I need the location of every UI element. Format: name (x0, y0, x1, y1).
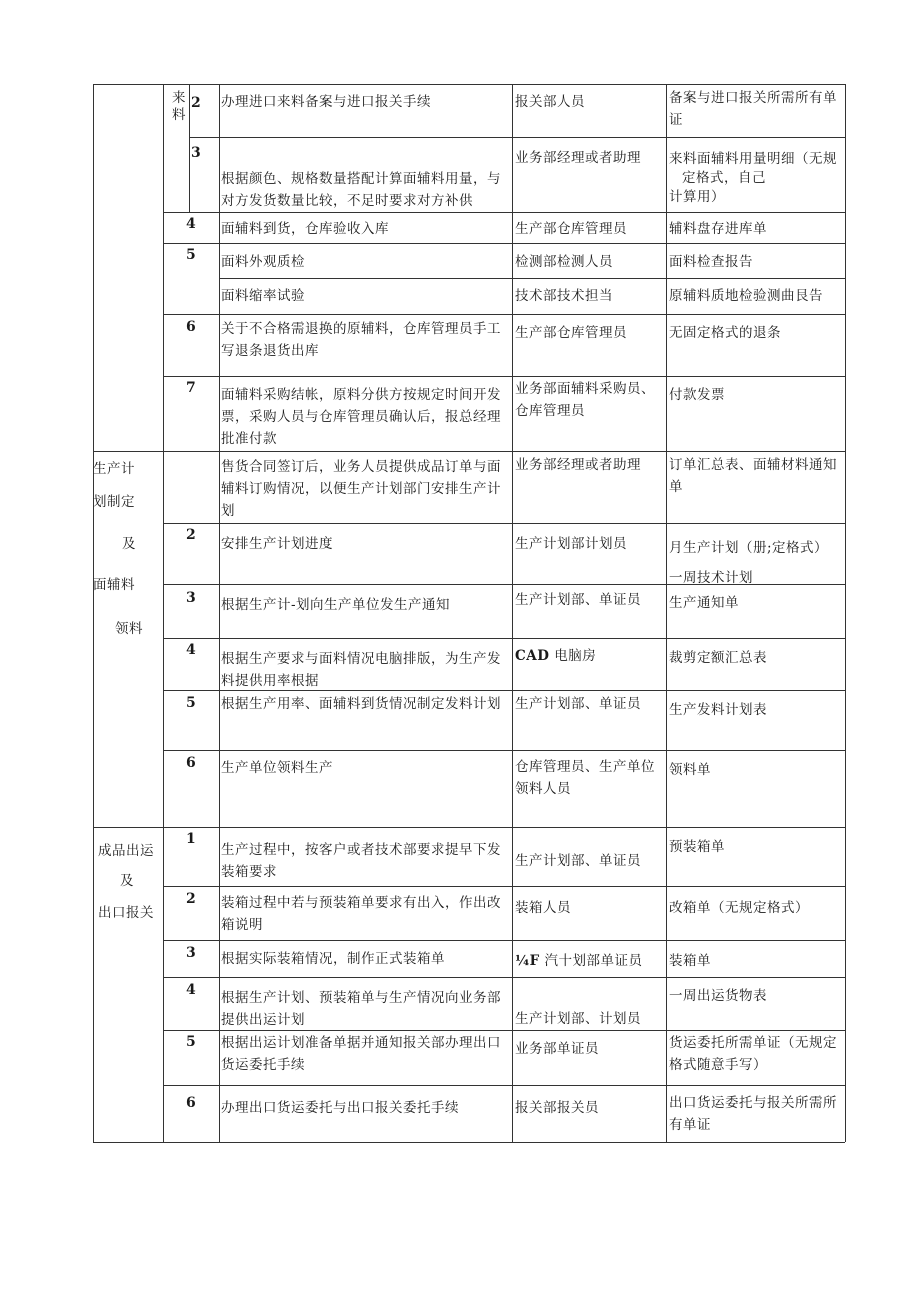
document: 面料检查报告 (669, 254, 753, 270)
section-label: 及 (122, 536, 136, 552)
step-description: 办理进口来料备案与进口报关手续 (221, 94, 431, 110)
document: 装箱单 (669, 953, 711, 969)
step-description: 根据生产计划、预装箱单与生产情况向业务部提供出运计划 (221, 990, 501, 1028)
step-description: 根据实际装箱情况，制作正式装箱单 (221, 951, 445, 967)
rule (163, 376, 845, 377)
rule (163, 314, 845, 315)
step-description: 售货合同签订后，业务人员提供成品订单与面辅料订购情况，以便生产计划部门安排生产计划 (221, 459, 501, 519)
rule (163, 638, 845, 639)
responsible-dept: 生产部仓库管理员 (515, 325, 627, 341)
dept-suffix: 电脑房 (554, 648, 597, 664)
step-number: 5 (186, 247, 196, 263)
step-number: 2 (186, 891, 196, 907)
responsible-dept: 仓库管理员、生产单位领料人员 (515, 759, 655, 797)
rule (93, 1142, 845, 1143)
step-description: 面料缩率试验 (221, 288, 305, 304)
rule (163, 84, 164, 1142)
document: 原辅料质地检验测曲艮告 (669, 288, 823, 304)
document (669, 533, 844, 593)
document: 辅料盘存进库单 (669, 221, 767, 237)
step-number: 3 (186, 945, 196, 961)
responsible-dept: 生产计划部、计划员 (515, 1011, 641, 1027)
rule (512, 84, 513, 1142)
step-number: 2 (186, 527, 196, 543)
responsible-dept: 生产计划部计划员 (515, 536, 627, 552)
step-number: 1 (186, 831, 196, 847)
document: 订单汇总表、面辅材料通知单 (669, 457, 837, 495)
rule (93, 451, 845, 452)
section-label: 成品出运 (98, 843, 154, 859)
document (669, 150, 844, 207)
responsible-dept: 检测部检测人员 (515, 254, 613, 270)
step-number: 6 (186, 319, 196, 335)
responsible-dept: 业务部经理或者助理 (515, 457, 641, 473)
responsible-dept: 生产计划部、单证员 (515, 592, 641, 608)
responsible-dept: 生产计划部、单证员 (515, 853, 641, 869)
document-line: 月生产计划（册;定格式） (669, 540, 829, 556)
step-description: 装箱过程中若与预装箱单要求有出入，作出改箱说明 (221, 895, 501, 933)
section-label: 领料 (115, 621, 143, 637)
rule (219, 278, 845, 279)
rule (163, 977, 845, 978)
dept-suffix: 汽十划部单证员 (544, 953, 643, 969)
dept-prefix: ¼F (515, 953, 540, 969)
responsible-dept: 业务部经理或者助理 (515, 150, 641, 166)
document: 一周出运货物表 (669, 988, 767, 1004)
rule (93, 84, 845, 85)
step-description: 根据生产计-划向生产单位发生产通知 (221, 597, 451, 613)
document: 领料单 (669, 762, 711, 778)
step-number: 4 (186, 642, 196, 658)
section-label: 生产计 (93, 461, 135, 477)
rule (189, 137, 845, 138)
step-description: 生产单位领料生产 (221, 760, 333, 776)
rule (163, 750, 845, 751)
step-description: 安排生产计划进度 (221, 536, 333, 552)
document: 改箱单（无规定格式） (669, 900, 809, 916)
step-number: 3 (191, 145, 201, 161)
rule (93, 827, 845, 828)
cad-label: CAD (515, 648, 550, 664)
step-description: 办理出口货运委托与出口报关委托手续 (221, 1100, 459, 1116)
document: 裁剪定额汇总表 (669, 650, 767, 666)
step-description: 根据出运计划准备单据并通知报关部办理出口货运委托手续 (221, 1035, 501, 1073)
step-description: 根据生产要求与面料情况电脑排版，为生产发料提供用率根据 (221, 651, 501, 689)
rule (189, 84, 190, 212)
section-label: 划制定 (93, 494, 135, 510)
rule (845, 84, 846, 1142)
responsible-dept: 业务部面辅料采购员、仓库管理员 (515, 381, 655, 419)
step-number: 5 (186, 695, 196, 711)
rule (163, 523, 845, 524)
responsible-dept: 生产部仓库管理员 (515, 221, 627, 237)
step-number: 3 (186, 590, 196, 606)
responsible-dept: 报关部人员 (515, 94, 585, 110)
document-line: 一周技术计划 (669, 570, 753, 586)
step-description: 关于不合格需退换的原辅料，仓库管理员手工写退条退货出库 (221, 321, 501, 359)
rule (163, 243, 845, 244)
step-description: 面辅料到货，仓库验收入库 (221, 221, 389, 237)
step-number: 6 (186, 1095, 196, 1111)
section-label: 及 (120, 873, 134, 889)
responsible-dept: 报关部报关员 (515, 1100, 599, 1116)
responsible-dept: 装箱人员 (515, 900, 571, 916)
document-line: 定格式，自己 (682, 170, 766, 186)
rule (219, 84, 220, 1142)
document: 备案与进口报关所需所有单证 (669, 90, 837, 128)
rule (163, 886, 845, 887)
step-number: 2 (191, 95, 201, 111)
step-description: 生产过程中，按客户或者技术部要求提早下发装箱要求 (221, 842, 501, 880)
rule (93, 84, 94, 1142)
responsible-dept: 生产计划部、单证员 (515, 696, 641, 712)
rule (163, 1085, 845, 1086)
step-description: 根据颜色、规格数量搭配计算面辅料用量，与对方发货数量比较，不足时要求对方补供 (221, 171, 501, 209)
step-number: 4 (186, 216, 196, 232)
rule (163, 212, 845, 213)
document-line: 来料面辅料用量明细（无规 (669, 151, 837, 167)
step-number: 5 (186, 1034, 196, 1050)
document: 预装箱单 (669, 839, 725, 855)
step-number: 4 (186, 982, 196, 998)
document: 生产发料计划表 (669, 702, 767, 718)
responsible-dept: 业务部单证员 (515, 1041, 599, 1057)
document: 付款发票 (669, 387, 725, 403)
rule (163, 940, 845, 941)
step-number: 7 (186, 380, 196, 396)
document: 无固定格式的退条 (669, 325, 781, 341)
step-description: 面辅料采购结帐，原料分供方按规定时间开发票，采购人员与仓库管理员确认后，报总经理批准付款 (221, 387, 501, 447)
step-description: 根据生产用率、面辅料到货情况制定发料计划 (221, 696, 501, 712)
responsible-dept (515, 950, 665, 972)
document: 货运委托所需单证（无规定格式随意手写） (669, 1035, 837, 1073)
rule (666, 84, 667, 1142)
responsible-dept (515, 645, 665, 667)
step-description: 面料外观质检 (221, 254, 305, 270)
step-number: 6 (186, 755, 196, 771)
section-label: 出口报关 (98, 905, 154, 921)
document-line: 计算用） (669, 189, 725, 205)
document: 生产通知单 (669, 595, 739, 611)
responsible-dept: 技术部技术担当 (515, 288, 613, 304)
section-label: 来料 (172, 90, 186, 123)
section-label: 面辅料 (93, 577, 135, 593)
document: 出口货运委托与报关所需所有单证 (669, 1095, 837, 1133)
